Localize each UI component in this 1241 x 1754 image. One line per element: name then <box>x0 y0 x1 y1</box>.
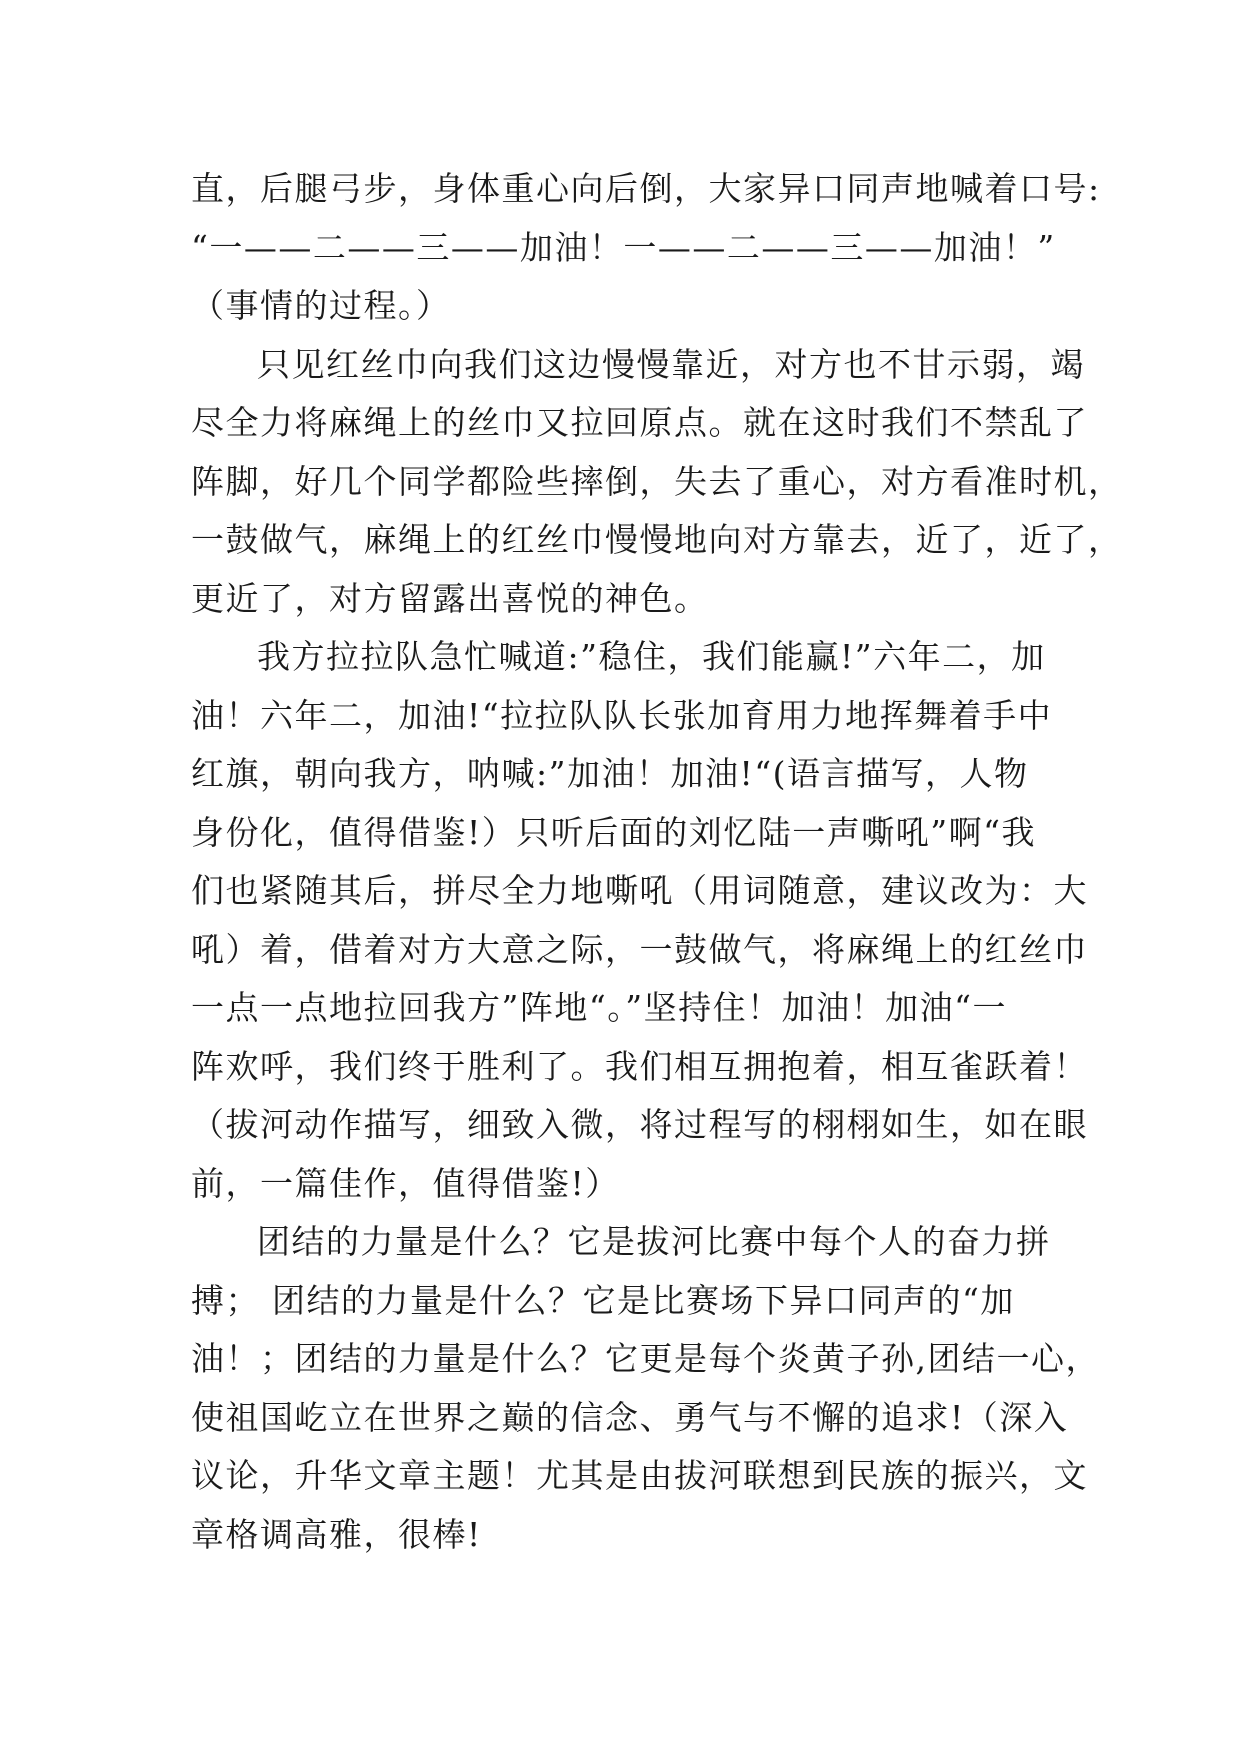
text-line: 更近了，对方留露出喜悦的神色。 <box>191 578 709 618</box>
text-line: 使祖国屹立在世界之巅的信念、勇气与不懈的追求!（深入 <box>191 1397 1069 1437</box>
text-line: 尽全力将麻绳上的丝巾又拉回原点。就在这时我们不禁乱了 <box>191 403 1088 442</box>
text-line: 一点一点地拉回我方”阵地“。”坚持住！加油！加油“一 <box>191 988 1007 1027</box>
text-line: （拔河动作描写，细致入微，将过程写的栩栩如生，如在眼 <box>191 1105 1088 1144</box>
paragraph-first-line: 团结的力量是什么？它是拔河比赛中每个人的奋力拼 <box>257 1222 1051 1261</box>
text-line: 阵脚，好几个同学都险些摔倒，失去了重心，对方看准时机， <box>191 461 1123 501</box>
paragraph-first-line: 我方拉拉队急忙喊道:”稳住，我们能赢!”六年二，加 <box>257 637 1046 676</box>
text-line: 油！六年二，加油!“拉拉队队长张加育用力地挥舞着手中 <box>191 695 1053 735</box>
text-line: （事情的过程。） <box>191 286 451 325</box>
paragraph-first-line: 只见红丝巾向我们这边慢慢靠近，对方也不甘示弱，竭 <box>257 344 1085 384</box>
text-line: 吼）着，借着对方大意之际，一鼓做气，将麻绳上的红丝巾 <box>191 929 1088 969</box>
document-body <box>191 160 1123 1564</box>
text-line: 直，后腿弓步，身体重心向后倒，大家异口同声地喊着口号: <box>191 169 1101 208</box>
text-line: 阵欢呼，我们终于胜利了。我们相互拥抱着，相互雀跃着！ <box>191 1046 1088 1086</box>
text-line: 身份化，值得借鉴!）只听后面的刘忆陆一声嘶吼”啊“我 <box>191 812 1037 852</box>
text-line: 前，一篇佳作，值得借鉴!） <box>191 1163 620 1203</box>
text-line: 搏； 团结的力量是什么？它是比赛场下异口同声的“加 <box>191 1280 1015 1320</box>
text-line: 章格调高雅，很棒! <box>191 1514 482 1554</box>
text-line: 油！；团结的力量是什么？它更是每个炎黄子孙,团结一心， <box>191 1339 1100 1378</box>
text-line: 一鼓做气，麻绳上的红丝巾慢慢地向对方靠去，近了，近了， <box>191 520 1123 559</box>
text-line: 们也紧随其后，拼尽全力地嘶吼（用词随意，建议改为：大 <box>191 871 1088 910</box>
text-line: 红旗，朝向我方，呐喊:”加油！加油!“(语言描写，人物 <box>191 754 1029 793</box>
text-line: 议论，升华文章主题！尤其是由拔河联想到民族的振兴，文 <box>191 1456 1088 1495</box>
text-line: “一——二——三——加油！一——二——三——加油！” <box>191 227 1056 267</box>
